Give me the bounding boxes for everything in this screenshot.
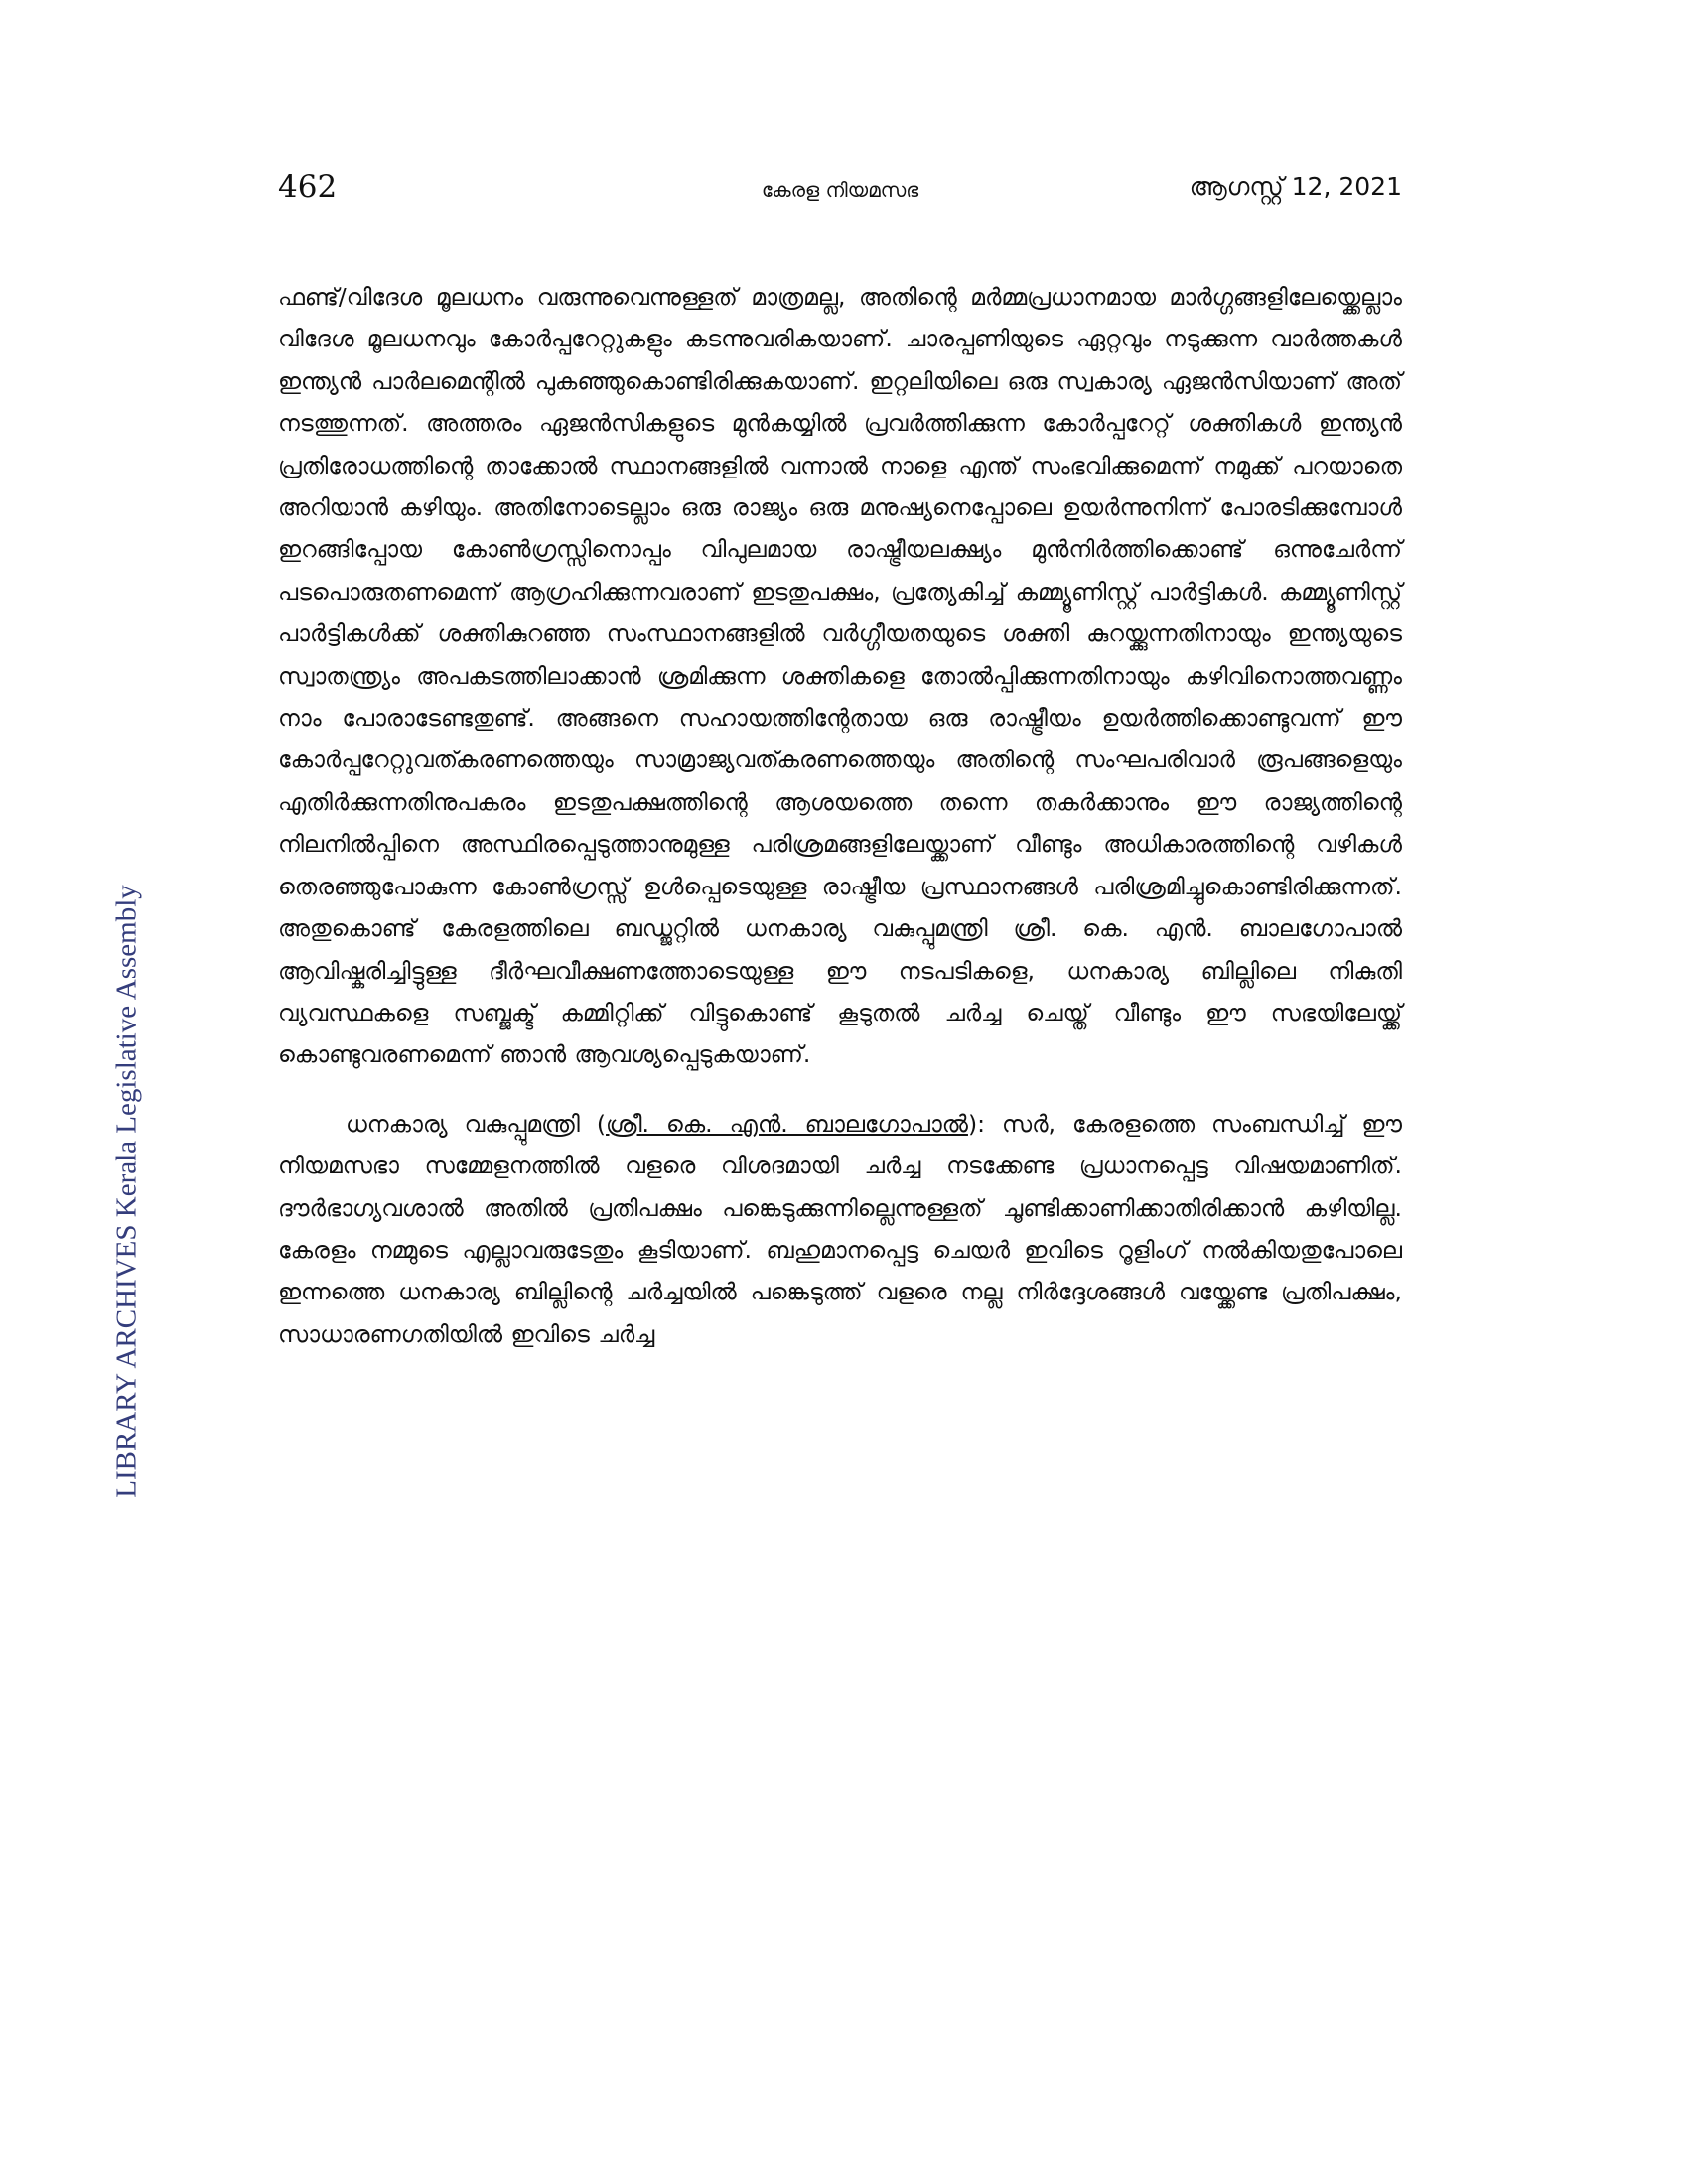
reply-text-start: ): സർ, കേരളത്തെ സംബന്ധിച്ച് ഈ നിയമസഭാ സമ്മേളനത്തിൽ വളരെ വിശദമായി ചർച്ച നടക്കേണ്ട പ്രധാനപ്പെട്ട വിഷയമാണിത്. ദൗർഭാഗ്യവശാൽ അതിൽ പ്രതിപക്ഷം പങ്കെടുക്കുന്നില്ലെന്നുള്ളത് ചൂണ്ടിക്കാണിക്കാതിരിക്കാൻ കഴിയില്ല. കേരളം നമ്മുടെ എല്ലാവരുടേതും കൂടിയാണ്.	[278, 1109, 1402, 1264]
reply-text-rest: മാനപ്പെട്ട ചെയർ ഇവിടെ റൂളിംഗ് നൽകിയതുപോലെ ഇന്നത്തെ ധനകാര്യ ബില്ലിന്റെ ചർച്ചയിൽ പങ്കെടുത്ത് വളരെ നല്ല നിർദ്ദേശങ്ങൾ വയ്ക്കേണ്ട പ്രതിപക്ഷം, സാധാരണഗതിയിൽ ഇവിടെ ചർച്ച	[278, 1235, 1403, 1348]
honorific-prefix: ബ	[766, 1235, 794, 1264]
archive-watermark-text: LIBRARY ARCHIVES Kerala Legislative Assembly	[110, 885, 143, 1498]
session-date: ആഗസ്റ്റ് 12, 2021	[1189, 172, 1402, 201]
page-number: 462	[278, 169, 338, 205]
assembly-name: കേരള നിയമസഭ	[761, 178, 919, 202]
speaker-designation: ധനകാര്യ വകുപ്പുമന്ത്രി (	[346, 1109, 607, 1138]
honorific-underlined: ഹു	[793, 1235, 820, 1264]
speech-continuation-paragraph: ഫണ്ട്/വിദേശ മൂലധനം വരുന്നുവെന്നുള്ളത് മാത്രമല്ല, അതിന്റെ മർമ്മപ്രധാനമായ മാർഗ്ഗങ്ങളിലേയ്ക്കെല്ലാം വിദേശ മൂലധനവും കോർപ്പറേറ്റുകളും കടന്നുവരികയാണ്. ചാരപ്പണിയുടെ ഏറ്റവും നടുക്കുന്ന വാർത്തകൾ ഇന്ത്യൻ പാർലമെന്റിൽ പുകഞ്ഞുകൊണ്ടിരിക്കുകയാണ്. ഇറ്റലിയിലെ ഒരു സ്വകാര്യ ഏജൻസിയാണ് അത് നടത്തുന്നത്. അത്തരം ഏജൻസികളുടെ മുൻകയ്യിൽ പ്രവർത്തിക്കുന്ന കോർപ്പറേറ്റ് ശക്തികൾ ഇന്ത്യൻ പ്രതിരോധത്തിന്റെ താക്കോൽ സ്ഥാനങ്ങളിൽ വന്നാൽ നാളെ എന്ത് സംഭവിക്കുമെന്ന് നമുക്ക് പറയാതെ അറിയാൻ കഴിയും. അതിനോടെല്ലാം ഒരു രാജ്യം ഒരു മനുഷ്യനെപ്പോലെ ഉയർന്നുനിന്ന് പോരടിക്കുമ്പോൾ ഇറങ്ങിപ്പോയ കോൺഗ്രസ്സിനൊപ്പം വിപുലമായ രാഷ്ട്രീയലക്ഷ്യം മുൻനിർത്തിക്കൊണ്ട് ഒന്നുചേർന്ന് പടപൊരുതണമെന്ന് ആഗ്രഹിക്കുന്നവരാണ് ഇടതുപക്ഷം, പ്രത്യേകിച്ച് കമ്മ്യൂണിസ്റ്റ് പാർട്ടികൾ. കമ്മ്യൂണിസ്റ്റ് പാർട്ടികൾക്ക് ശക്തികുറഞ്ഞ സംസ്ഥാനങ്ങളിൽ വർഗ്ഗീയതയുടെ ശക്തി കുറയ്ക്കുന്നതിനായും ഇന്ത്യയുടെ സ്വാതന്ത്ര്യം അപകടത്തിലാക്കാൻ ശ്രമിക്കുന്ന ശക്തികളെ തോൽപ്പിക്കുന്നതിനായും കഴിവിനൊത്തവണ്ണം നാം പോരാടേണ്ടതുണ്ട്. അങ്ങനെ സഹായത്തിന്റേതായ ഒരു രാഷ്ട്രീയം ഉയർത്തിക്കൊണ്ടുവന്ന് ഈ കോർപ്പറേറ്റുവത്കരണത്തെയും സാമ്രാജ്യവത്കരണത്തെയും അതിന്റെ സംഘപരിവാർ രൂപങ്ങളെയും എതിർക്കുന്നതിനുപകരം ഇടതുപക്ഷത്തിന്റെ ആശയത്തെ തന്നെ തകർക്കാനും ഈ രാജ്യത്തിന്റെ നിലനിൽപ്പിനെ അസ്ഥിരപ്പെടുത്താനുമുള്ള പരിശ്രമങ്ങളിലേയ്ക്കാണ് വീണ്ടും അധികാരത്തിന്റെ വഴികൾ തെരഞ്ഞുപോകുന്ന കോൺഗ്രസ്സ് ഉൾപ്പെടെയുള്ള രാഷ്ട്രീയ പ്രസ്ഥാനങ്ങൾ പരിശ്രമിച്ചുകൊണ്ടിരിക്കുന്നത്. അതുകൊണ്ട് കേരളത്തിലെ ബഡ്ജറ്റിൽ ധനകാര്യ വകുപ്പുമന്ത്രി ശ്രീ. കെ. എൻ. ബാലഗോപാൽ ആവിഷ്കരിച്ചിട്ടുള്ള ദീർഘവീക്ഷണത്തോടെയുള്ള ഈ നടപടികളെ, ധനകാര്യ ബില്ലിലെ നികുതി വ്യവസ്ഥകളെ സബ്ജക്ട് കമ്മിറ്റിക്ക് വിട്ടുകൊണ്ട് കൂടുതൽ ചർച്ച ചെയ്ത് വീണ്ടും ഈ സഭയിലേയ്ക്ക് കൊണ്ടുവരണമെന്ന് ഞാൻ ആവശ്യപ്പെടുകയാണ്.	[278, 283, 1402, 1069]
minister-reply-paragraph	[278, 1103, 1402, 1355]
speaker-name: ശ്രീ. കെ. എൻ. ബാലഗോപാൽ	[606, 1109, 968, 1138]
page-header	[278, 167, 1402, 216]
proceedings-text	[278, 276, 1402, 1355]
